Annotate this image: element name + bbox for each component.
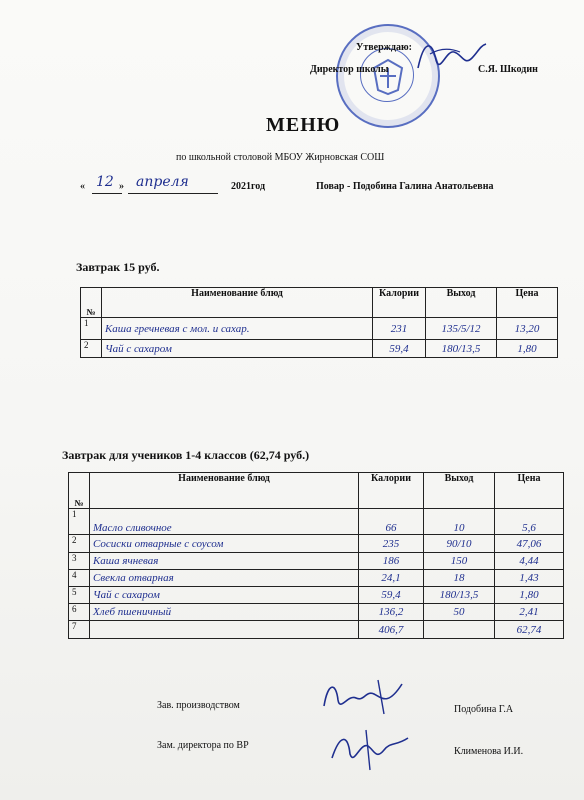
breakfast1-heading: Завтрак 15 руб. xyxy=(76,260,160,274)
row-num: 1 xyxy=(69,509,90,535)
dish-name: Сосиски отварные с соусом xyxy=(90,535,359,553)
dish-output: 50 xyxy=(424,604,495,621)
dish-price: 5,6 xyxy=(495,509,564,535)
dish-calories: 231 xyxy=(373,318,426,340)
breakfast2-table xyxy=(68,472,564,639)
dish-price: 62,74 xyxy=(495,621,564,639)
dish-name: Каша ячневая xyxy=(90,553,359,570)
date-month-underline xyxy=(128,193,218,194)
date-day: 12 xyxy=(96,174,114,190)
table-row xyxy=(81,340,558,358)
dish-output: 135/5/12 xyxy=(426,318,497,340)
date-open-quote: « xyxy=(80,181,85,192)
dish-output: 150 xyxy=(424,553,495,570)
dish-name: Чай с сахаром xyxy=(102,340,373,358)
production-label: Зав. производством xyxy=(157,700,240,711)
deputy-label: Зам. директора по ВР xyxy=(157,740,249,751)
dish-output xyxy=(424,621,495,639)
dish-price: 47,06 xyxy=(495,535,564,553)
director-name: С.Я. Шкодин xyxy=(478,64,538,75)
deputy-signature xyxy=(326,724,416,772)
table-row xyxy=(69,553,564,570)
dish-calories: 406,7 xyxy=(359,621,424,639)
col-out-header: Выход xyxy=(426,288,497,318)
row-num: 4 xyxy=(69,570,90,587)
dish-price: 13,20 xyxy=(497,318,558,340)
dish-name: Чай с сахаром xyxy=(90,587,359,604)
production-name: Подобина Г.А xyxy=(454,704,514,715)
col-price-header: Цена xyxy=(497,288,558,318)
row-num: 5 xyxy=(69,587,90,604)
col-num-header: № xyxy=(81,288,102,318)
breakfast2-heading: Завтрак для учеников 1-4 классов (62,74 руб.) xyxy=(62,448,310,462)
row-num: 6 xyxy=(69,604,90,621)
dish-calories: 136,2 xyxy=(359,604,424,621)
date-year: 2021год xyxy=(231,181,266,192)
row-num: 3 xyxy=(69,553,90,570)
col-num-header: № xyxy=(69,473,90,509)
dish-price: 1,80 xyxy=(495,587,564,604)
dish-output: 180/13,5 xyxy=(424,587,495,604)
row-num: 2 xyxy=(69,535,90,553)
dish-price: 1,43 xyxy=(495,570,564,587)
dish-output: 10 xyxy=(424,509,495,535)
dish-price: 2,41 xyxy=(495,604,564,621)
table-row xyxy=(69,621,564,639)
dish-name: Свекла отварная xyxy=(90,570,359,587)
col-out-header: Выход xyxy=(424,473,495,509)
date-close-quote: » xyxy=(119,181,124,192)
col-cal-header: Калории xyxy=(373,288,426,318)
table-header-row xyxy=(69,473,564,509)
table-header-row xyxy=(81,288,558,318)
date-month: апреля xyxy=(136,174,189,190)
stamp-emblem-icon xyxy=(368,56,408,96)
dish-calories: 24,1 xyxy=(359,570,424,587)
table-row xyxy=(69,535,564,553)
dish-output: 90/10 xyxy=(424,535,495,553)
dish-name: Хлеб пшеничный xyxy=(90,604,359,621)
table-row xyxy=(69,604,564,621)
dish-calories: 59,4 xyxy=(359,587,424,604)
director-label: Директор школы xyxy=(310,64,389,75)
col-name-header: Наименование блюд xyxy=(90,473,359,509)
dish-name: Каша гречневая с мол. и сахар. xyxy=(102,318,373,340)
col-price-header: Цена xyxy=(495,473,564,509)
dish-calories: 235 xyxy=(359,535,424,553)
row-num: 7 xyxy=(69,621,90,639)
table-row xyxy=(69,587,564,604)
dish-calories: 59,4 xyxy=(373,340,426,358)
page-title: МЕНЮ xyxy=(266,114,341,136)
dish-output: 180/13,5 xyxy=(426,340,497,358)
table-row xyxy=(69,570,564,587)
dish-price: 1,80 xyxy=(497,340,558,358)
col-cal-header: Калории xyxy=(359,473,424,509)
col-name-header: Наименование блюд xyxy=(102,288,373,318)
approve-label: Утверждаю: xyxy=(356,42,412,53)
row-num: 2 xyxy=(81,340,102,358)
page-subtitle: по школьной столовой МБОУ Жирновская СОШ xyxy=(176,152,385,163)
table-row xyxy=(81,318,558,340)
dish-output: 18 xyxy=(424,570,495,587)
deputy-name: Клименова И.И. xyxy=(454,746,524,757)
dish-price: 4,44 xyxy=(495,553,564,570)
dish-calories: 186 xyxy=(359,553,424,570)
breakfast1-table xyxy=(80,287,558,358)
dish-name: Масло сливочное xyxy=(90,509,359,535)
production-signature xyxy=(318,676,408,718)
table-row xyxy=(69,509,564,535)
date-day-underline xyxy=(92,193,122,194)
dish-name xyxy=(90,621,359,639)
dish-calories: 66 xyxy=(359,509,424,535)
cook-name: Повар - Подобина Галина Анатольевна xyxy=(316,181,494,192)
row-num: 1 xyxy=(81,318,102,340)
